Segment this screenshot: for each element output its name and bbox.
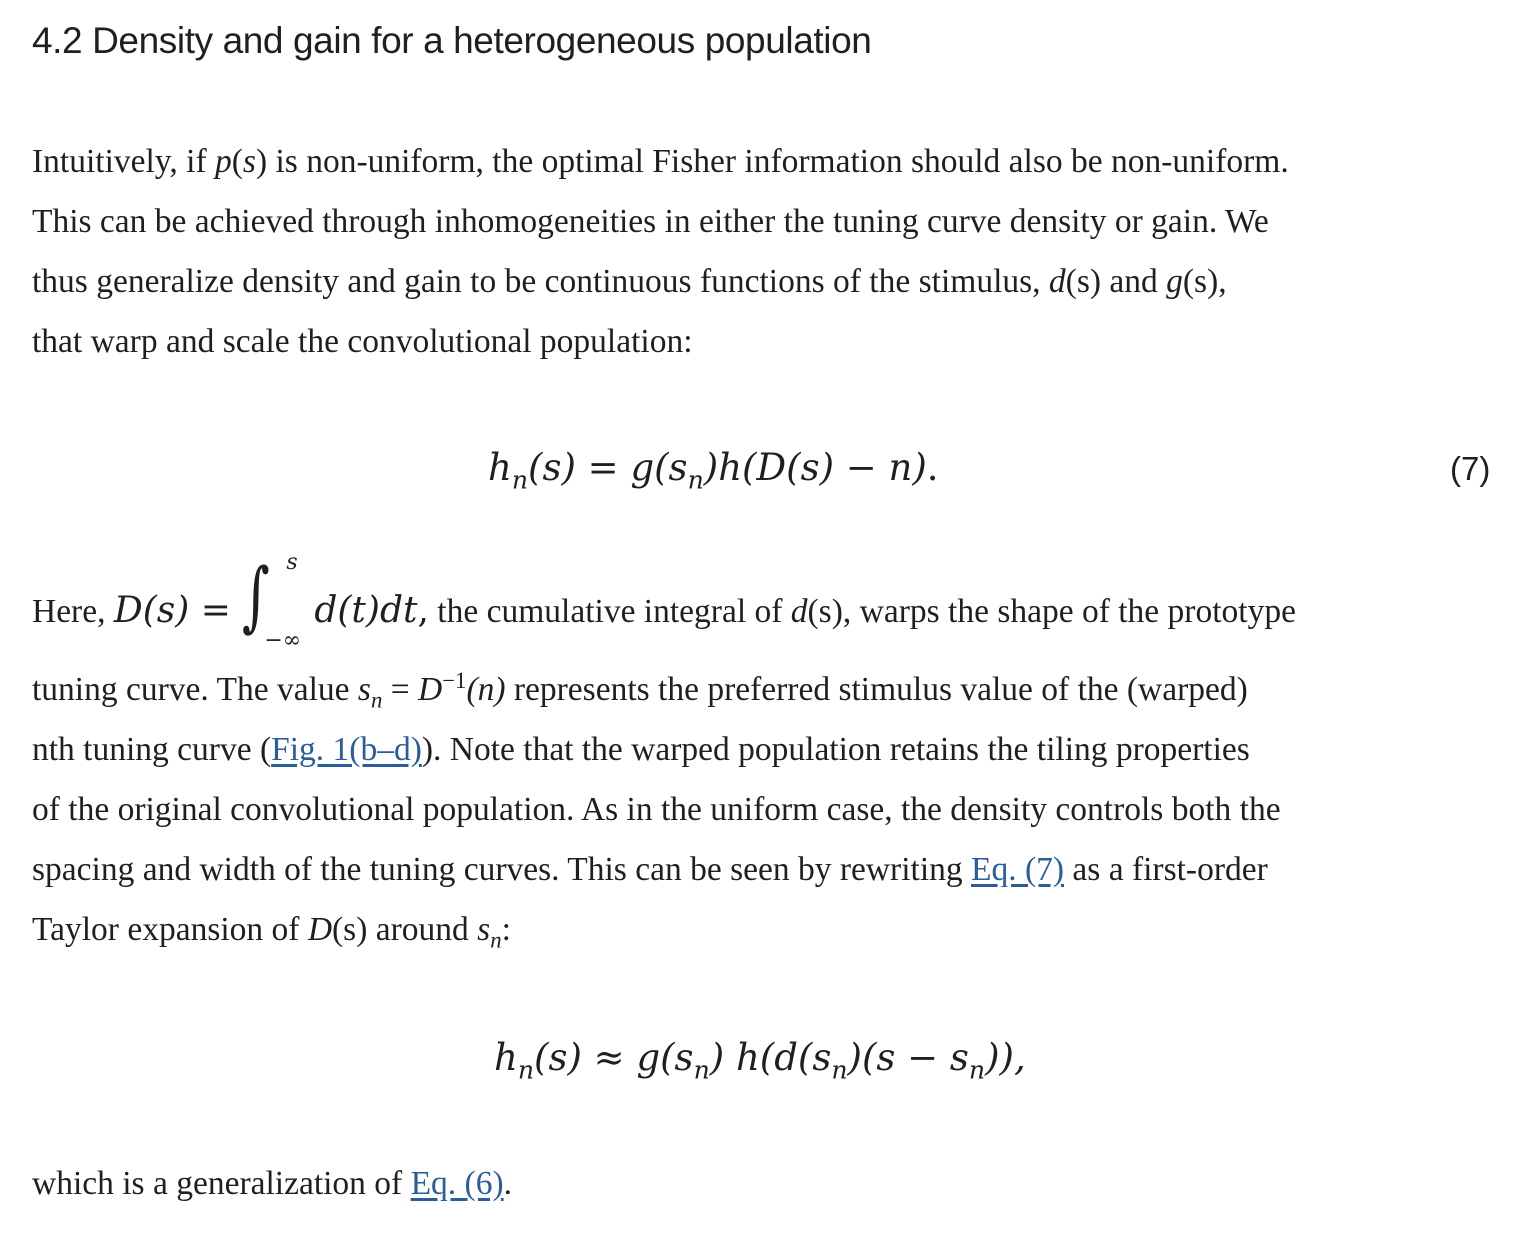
section-heading: 4.2 Density and gain for a heterogeneous population — [32, 20, 872, 61]
math-s: s — [357, 671, 371, 708]
math-arg: (n) — [466, 671, 506, 708]
paragraph-line — [32, 660, 1296, 720]
paragraph-line: that warp and scale the convolutional population: — [32, 323, 693, 360]
paragraph-line — [32, 132, 1289, 192]
math-D: D — [418, 671, 443, 708]
equation-7 — [488, 446, 939, 495]
math-subscript: n — [517, 1055, 535, 1085]
math-period: . — [926, 446, 939, 489]
math-equals: = — [575, 446, 631, 489]
integral-sign — [242, 550, 314, 654]
math-arg: (s) — [1182, 263, 1219, 300]
math-arg: (s) — [534, 1036, 582, 1079]
text-run: spacing and width of the tuning curves. This can be seen by rewriting — [32, 851, 972, 888]
math-superscript: −1 — [442, 667, 467, 693]
figure-1-link[interactable]: Fig. 1(b–d) — [271, 731, 422, 768]
math-paren: ( — [231, 143, 243, 180]
equation-taylor — [494, 1036, 1026, 1085]
math-comma: , — [417, 590, 429, 631]
math-equals: = — [189, 590, 243, 631]
equation-number: (7) — [1450, 450, 1491, 487]
math-D: D — [307, 911, 333, 948]
math-subscript: n — [831, 1055, 848, 1085]
text-run: Intuitively, if — [32, 143, 215, 180]
text-run: ). Note that the warped population retains the tiling properties — [421, 731, 1250, 768]
text-run: , warps the shape of the prototype — [842, 593, 1296, 630]
math-arg: (s — [654, 446, 688, 489]
math-s: s — [242, 143, 256, 180]
math-subscript: n — [490, 927, 502, 953]
math-d: d — [790, 593, 808, 630]
math-arg: )), — [985, 1036, 1026, 1079]
paragraph-line — [32, 720, 1296, 780]
math-subscript: n — [693, 1055, 710, 1085]
math-arg: h(d(s — [724, 1036, 832, 1079]
math-arg: (D(s) − n) — [742, 446, 927, 489]
text-run: . — [503, 1165, 512, 1202]
math-g: g — [630, 446, 655, 489]
math-subscript: n — [370, 687, 383, 713]
math-h: h — [494, 1036, 518, 1079]
math-paren: ) — [709, 1036, 725, 1079]
text-run: : — [501, 911, 511, 948]
math-h: h — [718, 446, 743, 489]
paragraph-line — [32, 1154, 512, 1214]
math-paren: ) — [703, 446, 719, 489]
text-run: which is a generalization of — [32, 1165, 411, 1202]
math-approx: ≈ — [581, 1036, 637, 1079]
text-run: thus generalize density and gain to be continuous functions of the stimulus, — [32, 263, 1049, 300]
paragraph-line — [32, 840, 1296, 900]
math-p: p — [214, 143, 232, 180]
math-d: d — [1048, 263, 1066, 300]
math-arg: (s — [660, 1036, 694, 1079]
math-paren: ) — [255, 143, 268, 180]
math-subscript: n — [511, 465, 529, 495]
equation-7-link[interactable]: Eq. (7) — [971, 851, 1065, 888]
paragraph-line: This can be achieved through inhomogeneities in either the tuning curve density or gain. We — [32, 203, 1269, 240]
math-arg: (s) — [528, 446, 576, 489]
integral-icon: ∫ — [242, 551, 271, 641]
text-run: Here, — [32, 593, 114, 630]
math-equals: = — [382, 671, 418, 708]
math-arg: (s) — [1065, 263, 1102, 300]
paragraph-line — [32, 252, 1289, 312]
math-g: g — [636, 1036, 661, 1079]
text-run: and — [1101, 263, 1167, 300]
math-arg: (s) — [807, 593, 843, 630]
paragraph-line: of the original convolutional population. As in the uniform case, the density controls both the — [32, 791, 1281, 828]
text-run: tuning curve. The value — [32, 671, 358, 708]
paragraph-line — [32, 550, 1296, 660]
math-g: g — [1166, 263, 1183, 300]
paragraph-density — [32, 550, 1296, 960]
math-subscript: n — [687, 465, 704, 495]
math-subscript: n — [968, 1055, 986, 1085]
math-arg: )(s − s — [847, 1036, 969, 1079]
math-h: h — [488, 446, 512, 489]
text-run: nth tuning curve ( — [32, 731, 272, 768]
text-run: around — [367, 911, 478, 948]
text-run: , — [1218, 263, 1227, 300]
math-D: D(s) — [113, 590, 190, 631]
text-run: the cumulative integral of — [428, 593, 791, 630]
text-run: represents the preferred stimulus value of the (warped) — [505, 671, 1248, 708]
integral-upper-limit: s — [286, 550, 298, 576]
text-run: as a first-order — [1064, 851, 1268, 888]
text-run: is non-uniform, the optimal Fisher information should also be non-uniform. — [267, 143, 1289, 180]
integral-lower-limit: −∞ — [264, 628, 302, 654]
math-s: s — [477, 911, 491, 948]
math-arg: (s) — [332, 911, 368, 948]
math-integrand: d(t)dt — [314, 590, 418, 631]
paragraph-intro — [32, 132, 1289, 372]
text-run: Taylor expansion of — [32, 911, 308, 948]
paragraph-line — [32, 900, 1296, 960]
equation-6-link[interactable]: Eq. (6) — [410, 1165, 504, 1202]
paragraph-conclusion — [32, 1154, 512, 1214]
